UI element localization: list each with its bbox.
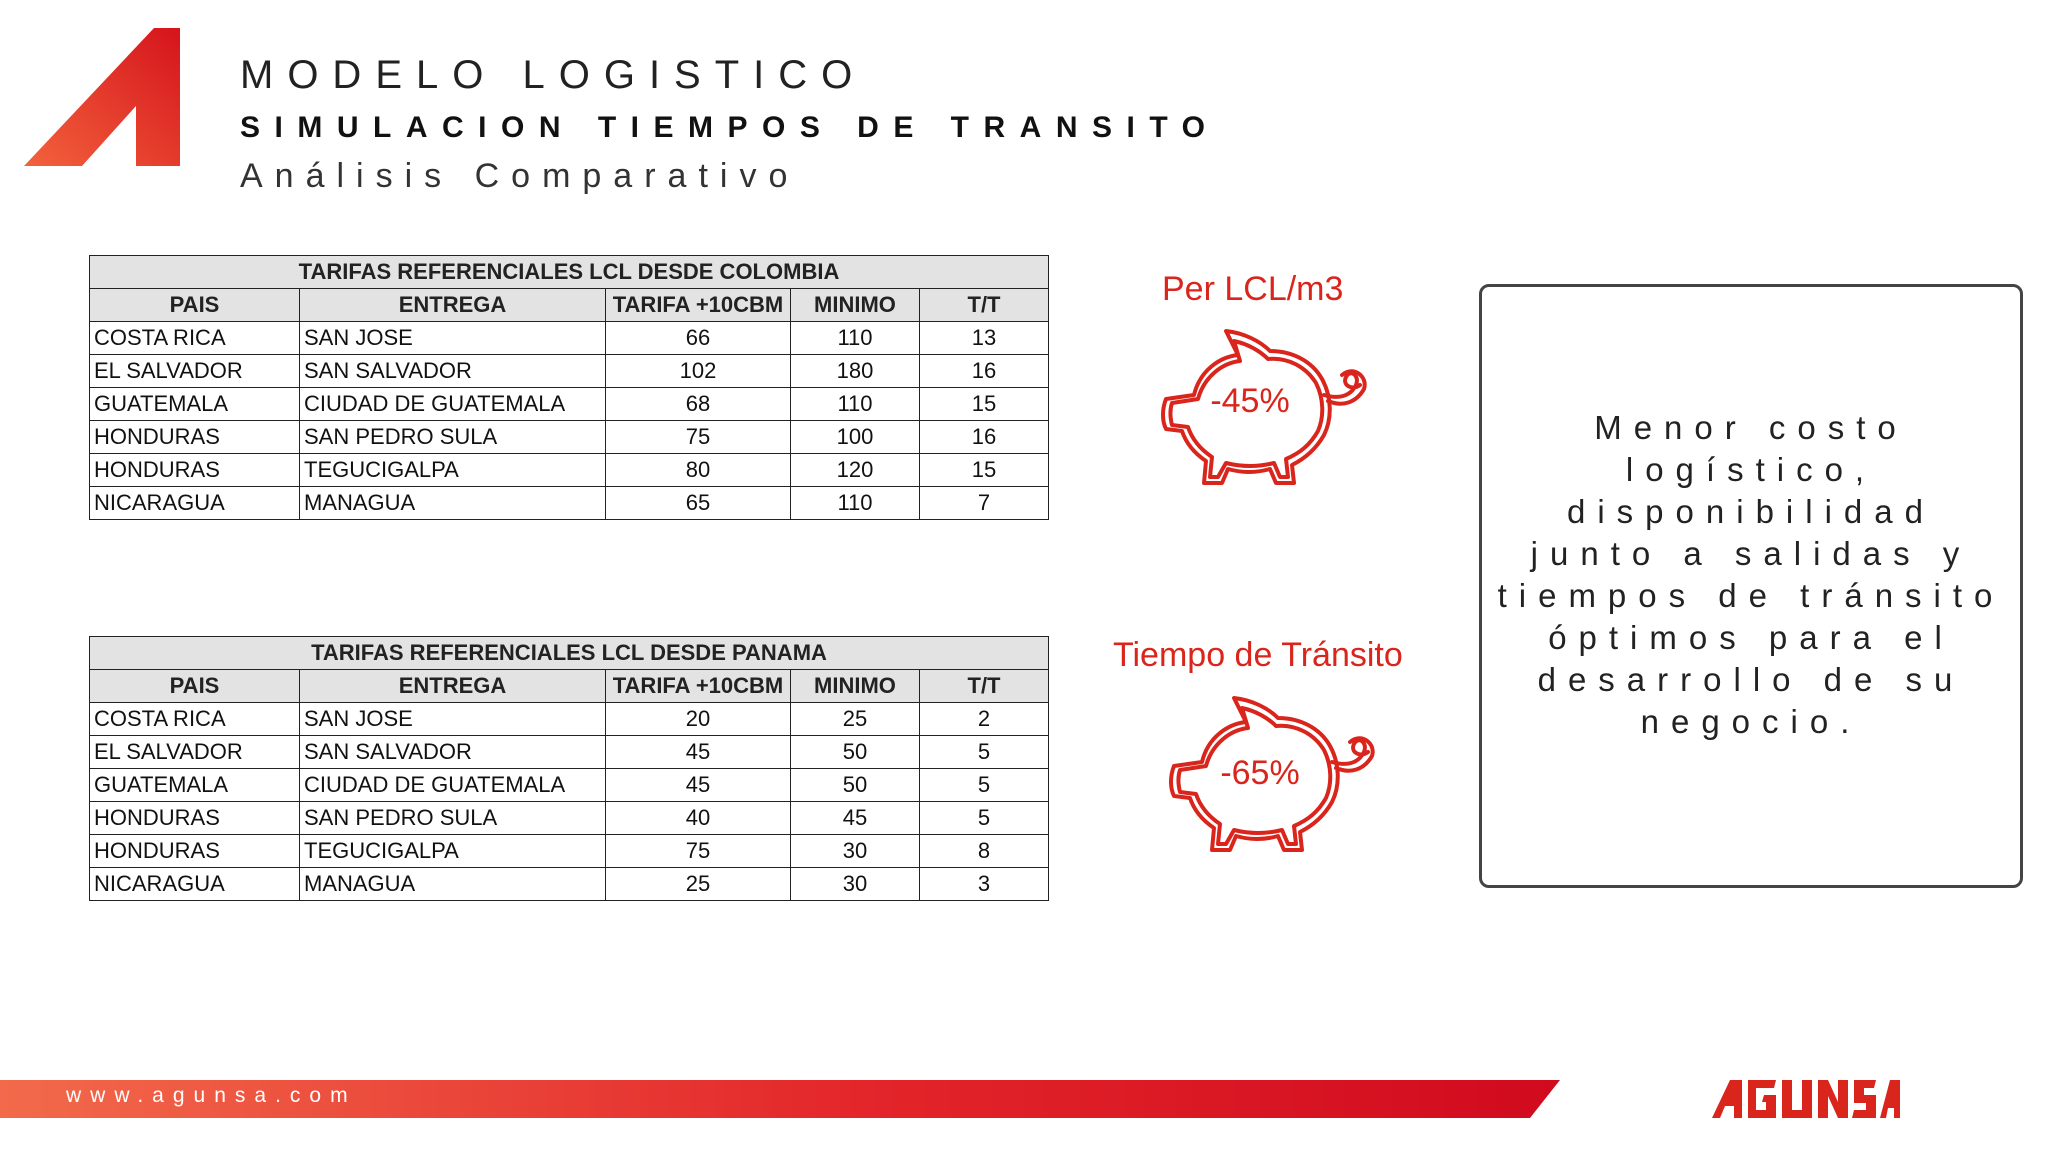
table-caption: TARIFAS REFERENCIALES LCL DESDE COLOMBIA — [90, 256, 1049, 289]
table-cell: 50 — [791, 736, 920, 769]
column-header: PAIS — [90, 289, 300, 322]
column-header: PAIS — [90, 670, 300, 703]
table-cell: CIUDAD DE GUATEMALA — [300, 388, 606, 421]
table-header-row — [90, 670, 1049, 703]
table-cell: 45 — [791, 802, 920, 835]
page-tagline: Análisis Comparativo — [240, 157, 800, 195]
cost-metric-label: Per LCL/m3 — [1162, 270, 1344, 308]
agunsa-brand-logo — [1712, 1080, 1900, 1118]
table-cell: HONDURAS — [90, 835, 300, 868]
colombia-rates-table — [89, 255, 1049, 520]
table-cell: 66 — [606, 322, 791, 355]
table-cell: 5 — [920, 802, 1049, 835]
table-cell: 2 — [920, 703, 1049, 736]
table-cell: 50 — [791, 769, 920, 802]
table-cell: MANAGUA — [300, 868, 606, 901]
column-header: MINIMO — [791, 670, 920, 703]
column-header: ENTREGA — [300, 670, 606, 703]
table-cell: 5 — [920, 769, 1049, 802]
table-cell: SAN PEDRO SULA — [300, 802, 606, 835]
table-cell: 5 — [920, 736, 1049, 769]
table-cell: 25 — [606, 868, 791, 901]
column-header: T/T — [920, 289, 1049, 322]
table-cell: 45 — [606, 769, 791, 802]
table-cell: 7 — [920, 487, 1049, 520]
table-cell: 3 — [920, 868, 1049, 901]
table-cell: MANAGUA — [300, 487, 606, 520]
table-cell: 75 — [606, 421, 791, 454]
table-cell: COSTA RICA — [90, 322, 300, 355]
table-cell: 110 — [791, 487, 920, 520]
table-cell: HONDURAS — [90, 802, 300, 835]
table-row — [90, 388, 1049, 421]
table-cell: SAN JOSE — [300, 703, 606, 736]
table-row — [90, 802, 1049, 835]
table-cell: 110 — [791, 388, 920, 421]
cost-reduction-value: -45% — [1210, 382, 1290, 420]
table-row — [90, 736, 1049, 769]
table-cell: 100 — [791, 421, 920, 454]
title-block — [240, 48, 1219, 198]
table-header-row — [90, 289, 1049, 322]
table-cell: 8 — [920, 835, 1049, 868]
table-row — [90, 454, 1049, 487]
table-cell: 25 — [791, 703, 920, 736]
transit-metric-label: Tiempo de Tránsito — [1113, 636, 1403, 674]
footer-website-link[interactable]: www.agunsa.com — [66, 1084, 357, 1107]
column-header: TARIFA +10CBM — [606, 670, 791, 703]
column-header: T/T — [920, 670, 1049, 703]
table-cell: 120 — [791, 454, 920, 487]
table-cell: HONDURAS — [90, 421, 300, 454]
page-subtitle: SIMULACION TIEMPOS DE TRANSITO — [240, 111, 1220, 144]
panama-rates-table — [89, 636, 1049, 901]
table-cell: 30 — [791, 868, 920, 901]
table-cell: SAN SALVADOR — [300, 736, 606, 769]
value-proposition-text: Menor costo logístico, disponibilidad junto a salidas y tiempos de tránsito óptimos para el desarrollo de su negocio. — [1497, 409, 2005, 740]
table-cell: TEGUCIGALPA — [300, 454, 606, 487]
table-cell: 15 — [920, 388, 1049, 421]
table-cell: NICARAGUA — [90, 487, 300, 520]
table-cell: 180 — [791, 355, 920, 388]
agunsa-a-logo-icon — [24, 28, 180, 166]
table-cell: 45 — [606, 736, 791, 769]
table-row — [90, 868, 1049, 901]
value-proposition-box — [1479, 284, 2023, 888]
table-cell: GUATEMALA — [90, 769, 300, 802]
table-cell: 80 — [606, 454, 791, 487]
table-cell: COSTA RICA — [90, 703, 300, 736]
page-title: MODELO LOGISTICO — [240, 53, 867, 97]
transit-reduction-value: -65% — [1220, 754, 1300, 792]
table-cell: 75 — [606, 835, 791, 868]
table-cell: NICARAGUA — [90, 868, 300, 901]
table-cell: 40 — [606, 802, 791, 835]
table-cell: SAN PEDRO SULA — [300, 421, 606, 454]
table-cell: 110 — [791, 322, 920, 355]
table-cell: 15 — [920, 454, 1049, 487]
table-caption: TARIFAS REFERENCIALES LCL DESDE PANAMA — [90, 637, 1049, 670]
column-header: MINIMO — [791, 289, 920, 322]
table-cell: TEGUCIGALPA — [300, 835, 606, 868]
table-cell: GUATEMALA — [90, 388, 300, 421]
table-row — [90, 769, 1049, 802]
table-row — [90, 355, 1049, 388]
table-row — [90, 322, 1049, 355]
table-cell: 65 — [606, 487, 791, 520]
table-cell: EL SALVADOR — [90, 736, 300, 769]
table-cell: 102 — [606, 355, 791, 388]
table-cell: 16 — [920, 355, 1049, 388]
column-header: TARIFA +10CBM — [606, 289, 791, 322]
table-cell: 13 — [920, 322, 1049, 355]
table-cell: SAN SALVADOR — [300, 355, 606, 388]
table-cell: SAN JOSE — [300, 322, 606, 355]
table-cell: 20 — [606, 703, 791, 736]
table-row — [90, 487, 1049, 520]
table-row — [90, 835, 1049, 868]
table-cell: CIUDAD DE GUATEMALA — [300, 769, 606, 802]
table-cell: EL SALVADOR — [90, 355, 300, 388]
table-row — [90, 703, 1049, 736]
table-cell: 16 — [920, 421, 1049, 454]
table-row — [90, 421, 1049, 454]
table-cell: 30 — [791, 835, 920, 868]
table-cell: HONDURAS — [90, 454, 300, 487]
column-header: ENTREGA — [300, 289, 606, 322]
table-cell: 68 — [606, 388, 791, 421]
